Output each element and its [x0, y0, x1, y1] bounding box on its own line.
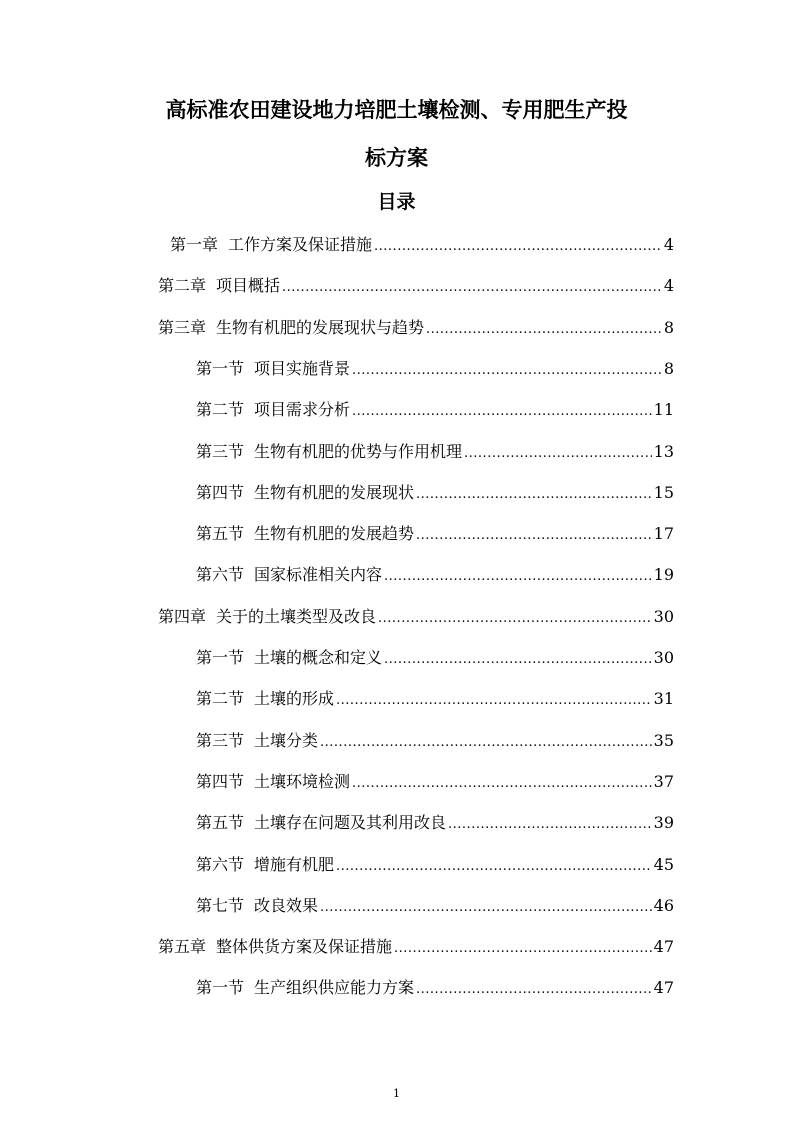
toc-chapter-entry[interactable] [158, 936, 674, 958]
toc-entry-page: 45 [653, 855, 674, 874]
toc-section-entry[interactable] [196, 482, 674, 504]
toc-section-entry[interactable] [196, 854, 674, 876]
toc-entry-page: 4 [663, 235, 674, 254]
toc-entry-title: 生物有机肥的发展现状与趋势 [216, 318, 425, 337]
toc-entry-title: 土壤的概念和定义 [254, 648, 383, 667]
toc-entry-page: 4 [663, 276, 674, 295]
toc-entry-number: 第一节 [196, 648, 245, 667]
toc-entry-title: 整体供货方案及保证措施 [216, 937, 393, 956]
toc-dot-leader [374, 236, 662, 258]
toc-entry-page: 30 [653, 607, 674, 626]
toc-entry-number: 第二节 [196, 400, 245, 419]
toc-entry-title: 项目实施背景 [254, 359, 351, 378]
toc-section-entry[interactable] [196, 647, 674, 669]
toc-chapter-entry[interactable] [170, 234, 674, 256]
toc-entry-page: 35 [653, 731, 674, 750]
toc-dot-leader [336, 690, 652, 712]
toc-entry-number: 第七节 [196, 896, 245, 915]
toc-section-entry[interactable] [196, 523, 674, 545]
toc-entry-title: 项目需求分析 [254, 400, 351, 419]
toc-section-entry[interactable] [196, 977, 674, 999]
toc-entry-page: 8 [663, 318, 674, 337]
toc-entry-number: 第三章 [158, 318, 207, 337]
toc-entry-page: 47 [653, 978, 674, 997]
page-number: 1 [393, 1087, 400, 1100]
toc-entry-title: 改良效果 [254, 896, 319, 915]
toc-entry-number: 第六节 [196, 855, 245, 874]
toc-heading: 目录 [377, 191, 416, 213]
toc-entry-page: 47 [653, 937, 674, 956]
toc-entry-number: 第二节 [196, 689, 245, 708]
toc-dot-leader [320, 732, 652, 754]
toc-entry-title: 生物有机肥的发展现状 [254, 483, 415, 502]
toc-dot-leader [336, 856, 652, 878]
toc-entry-title: 国家标准相关内容 [254, 565, 383, 584]
toc-chapter-entry[interactable] [158, 275, 674, 297]
toc-entry-page: 30 [653, 648, 674, 667]
toc-dot-leader [384, 566, 652, 588]
toc-entry-page: 17 [653, 524, 674, 543]
toc-dot-leader [416, 484, 652, 506]
toc-dot-leader [352, 773, 652, 795]
toc-dot-leader [352, 360, 662, 382]
toc-entry-number: 第四节 [196, 483, 245, 502]
toc-dot-leader [416, 525, 652, 547]
toc-entry-number: 第三节 [196, 731, 245, 750]
toc-entry-page: 8 [663, 359, 674, 378]
toc-entry-title: 关于的土壤类型及改良 [216, 607, 377, 626]
toc-entry-page: 19 [653, 565, 674, 584]
toc-section-entry[interactable] [196, 358, 674, 380]
document-title-line-2: 标方案 [365, 146, 428, 170]
toc-section-entry[interactable] [196, 399, 674, 421]
toc-section-entry[interactable] [196, 730, 674, 752]
toc-entry-number: 第五节 [196, 813, 245, 832]
toc-section-entry[interactable] [196, 771, 674, 793]
toc-entry-number: 第一节 [196, 978, 245, 997]
toc-entry-number: 第一节 [196, 359, 245, 378]
toc-entry-number: 第五节 [196, 524, 245, 543]
toc-section-entry[interactable] [196, 441, 674, 463]
toc-dot-leader [448, 814, 652, 836]
toc-entry-title: 土壤存在问题及其利用改良 [254, 813, 447, 832]
toc-dot-leader [378, 608, 652, 630]
toc-dot-leader [320, 897, 652, 919]
toc-entry-page: 46 [653, 896, 674, 915]
toc-entry-title: 土壤的形成 [254, 689, 335, 708]
toc-chapter-entry[interactable] [158, 606, 674, 628]
toc-entry-number: 第三节 [196, 442, 245, 461]
toc-dot-leader [426, 319, 662, 341]
toc-section-entry[interactable] [196, 564, 674, 586]
toc-entry-title: 工作方案及保证措施 [228, 235, 373, 254]
toc-entry-title: 生产组织供应能力方案 [254, 978, 415, 997]
toc-entry-number: 第二章 [158, 276, 207, 295]
toc-entry-number: 第六节 [196, 565, 245, 584]
toc-dot-leader [394, 938, 652, 960]
toc-entry-title: 土壤分类 [254, 731, 319, 750]
toc-section-entry[interactable] [196, 895, 674, 917]
toc-entry-number: 第四章 [158, 607, 207, 626]
toc-dot-leader [464, 443, 652, 465]
document-title-line-1: 高标准农田建设地力培肥土壤检测、专用肥生产投 [165, 98, 628, 122]
toc-entry-page: 37 [653, 772, 674, 791]
toc-dot-leader [416, 979, 652, 1001]
toc-entry-page: 13 [653, 442, 674, 461]
toc-entry-page: 39 [653, 813, 674, 832]
toc-section-entry[interactable] [196, 688, 674, 710]
toc-entry-number: 第五章 [158, 937, 207, 956]
toc-entry-page: 31 [653, 689, 674, 708]
toc-dot-leader [352, 401, 652, 423]
toc-dot-leader [282, 277, 662, 299]
toc-entry-title: 项目概括 [216, 276, 281, 295]
toc-entry-title: 生物有机肥的优势与作用机理 [254, 442, 463, 461]
toc-entry-page: 11 [653, 400, 674, 419]
toc-entry-title: 增施有机肥 [254, 855, 335, 874]
toc-entry-number: 第一章 [170, 235, 219, 254]
toc-section-entry[interactable] [196, 812, 674, 834]
toc-entry-title: 生物有机肥的发展趋势 [254, 524, 415, 543]
toc-entry-number: 第四节 [196, 772, 245, 791]
toc-chapter-entry[interactable] [158, 317, 674, 339]
toc-entry-page: 15 [653, 483, 674, 502]
toc-entry-title: 土壤环境检测 [254, 772, 351, 791]
toc-dot-leader [384, 649, 652, 671]
